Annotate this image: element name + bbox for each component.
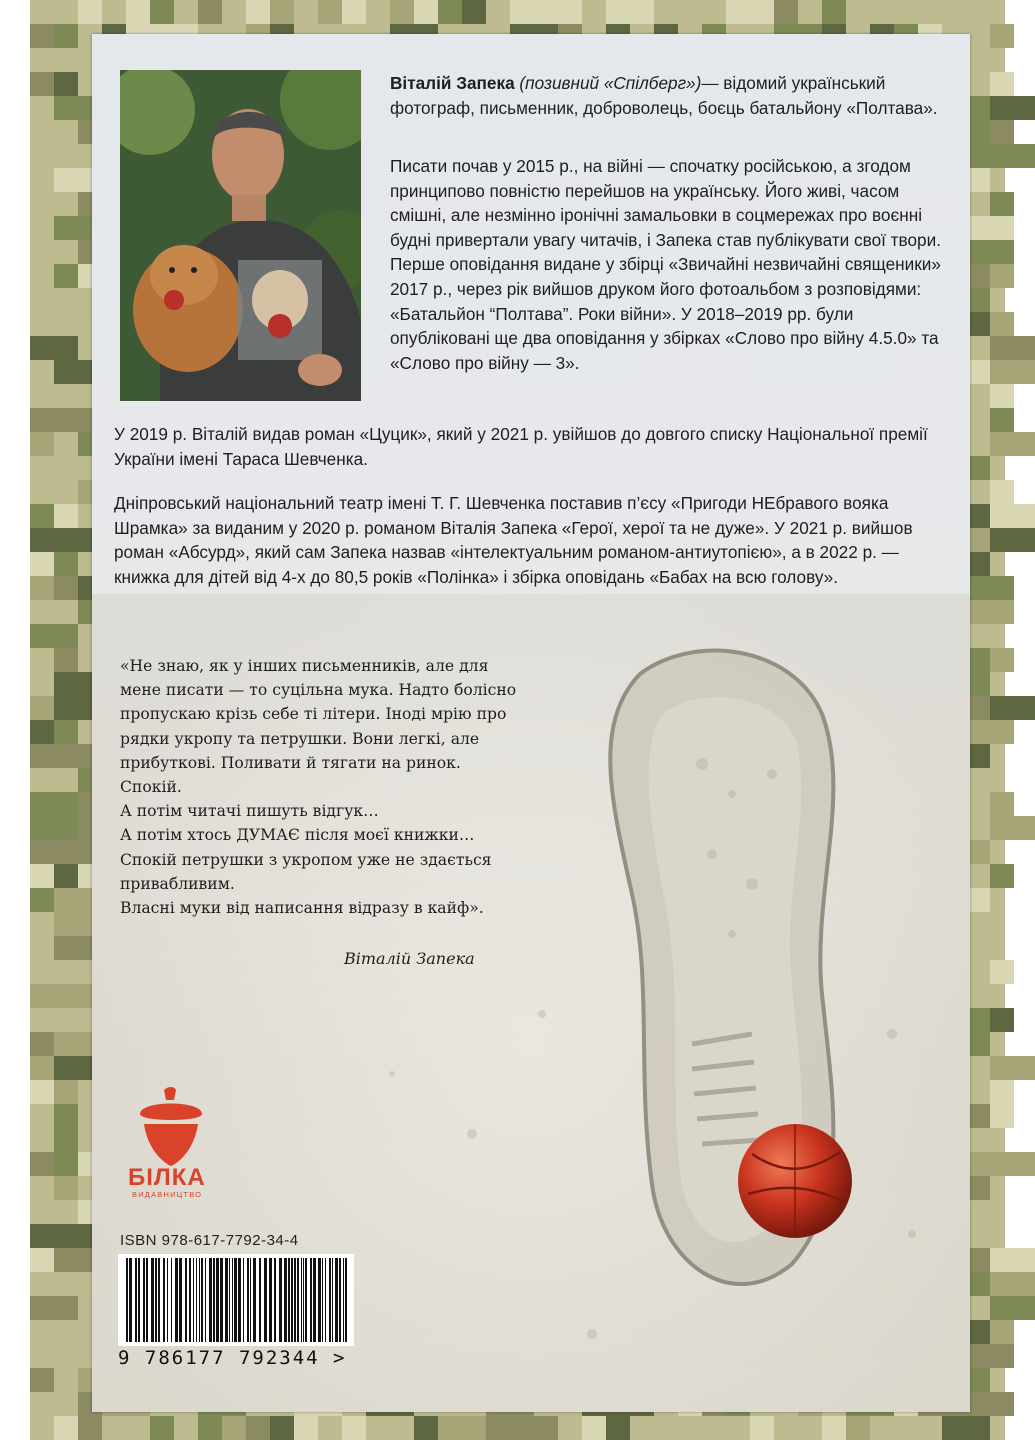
- camo-block: [246, 1416, 270, 1440]
- camo-block: [30, 1248, 54, 1272]
- barcode-bar: [216, 1258, 219, 1342]
- camo-block: [54, 24, 78, 48]
- barcode-bar: [345, 1258, 347, 1342]
- publisher-subtitle: ВИДАВНИЦТВО: [132, 1190, 203, 1199]
- camo-block: [990, 816, 1035, 840]
- camo-block: [54, 1296, 78, 1320]
- camo-block: [222, 1416, 246, 1440]
- quote-line: Спокій.: [120, 778, 182, 797]
- camo-block: [294, 1416, 318, 1440]
- camo-block: [990, 480, 1014, 504]
- bio-intro: [390, 71, 950, 120]
- barcode-bar: [163, 1258, 165, 1342]
- barcode-bar: [279, 1258, 282, 1342]
- barcode-bar: [199, 1258, 200, 1342]
- barcode-bar: [179, 1258, 182, 1342]
- camo-block: [30, 504, 54, 528]
- camo-block: [990, 264, 1014, 288]
- barcode-bar: [305, 1258, 307, 1342]
- camo-block: [198, 1416, 222, 1440]
- quote-line: привабливим.: [120, 874, 235, 893]
- camo-block: [30, 696, 54, 720]
- camo-block: [30, 744, 78, 768]
- back-cover-panel: [92, 34, 970, 1412]
- camo-block: [990, 360, 1035, 384]
- barcode-bar: [232, 1258, 233, 1342]
- camo-block: [54, 1080, 78, 1104]
- barcode-bar: [259, 1258, 261, 1342]
- camo-block: [990, 1104, 1014, 1128]
- barcode-bar: [229, 1258, 230, 1342]
- barcode-bar: [196, 1258, 197, 1342]
- barcode-bar: [213, 1258, 215, 1342]
- camo-block: [54, 504, 78, 528]
- barcode-bar: [243, 1258, 244, 1342]
- camo-block: [54, 1128, 78, 1152]
- camo-block: [390, 0, 414, 24]
- camo-block: [54, 360, 78, 384]
- camo-block: [462, 0, 486, 24]
- camo-block: [30, 528, 78, 552]
- barcode-bar: [318, 1258, 321, 1342]
- barcode-bar: [322, 1258, 323, 1342]
- barcode: [118, 1254, 354, 1346]
- camo-block: [30, 840, 54, 864]
- camo-block: [510, 1416, 558, 1440]
- barcode-bar: [274, 1258, 276, 1342]
- quote-line: Спокій петрушки з укропом уже не здається: [120, 850, 492, 869]
- barcode-bar: [297, 1258, 299, 1342]
- camo-block: [990, 96, 1035, 120]
- quote-line: рядки укропу та петрушки. Вони легкі, але: [120, 729, 480, 748]
- barcode-bar: [135, 1258, 137, 1342]
- camo-block: [30, 72, 54, 96]
- camo-block: [990, 528, 1035, 552]
- barcode-bar: [143, 1258, 145, 1342]
- barcode-bar: [138, 1258, 140, 1342]
- camo-block: [30, 1368, 54, 1392]
- camo-block: [990, 336, 1035, 360]
- barcode-bar: [250, 1258, 251, 1342]
- camo-block: [990, 1152, 1035, 1176]
- camo-block: [54, 1416, 78, 1440]
- author-name: Віталій Запека: [390, 73, 515, 93]
- camo-block: [342, 0, 366, 24]
- camo-block: [30, 792, 54, 816]
- camo-block: [942, 1416, 990, 1440]
- barcode-bar: [201, 1258, 203, 1342]
- camo-block: [966, 576, 1014, 600]
- camo-block: [990, 312, 1014, 336]
- camo-block: [990, 696, 1035, 720]
- barcode-bar: [151, 1258, 154, 1342]
- barcode-bar: [238, 1258, 241, 1342]
- barcode-bar: [175, 1258, 178, 1342]
- camo-block: [414, 0, 438, 24]
- barcode-bar: [269, 1258, 272, 1342]
- author-quote: [120, 654, 600, 920]
- camo-block: [774, 0, 798, 24]
- camo-block: [606, 0, 630, 24]
- barcode-bar: [209, 1258, 212, 1342]
- barcode-bar: [171, 1258, 172, 1342]
- camo-block: [990, 1056, 1035, 1080]
- camo-block: [30, 1152, 54, 1176]
- barcode-bar: [158, 1258, 160, 1342]
- camo-block: [990, 24, 1014, 48]
- barcode-bar: [253, 1258, 256, 1342]
- camo-block: [822, 0, 846, 24]
- camo-block: [54, 648, 78, 672]
- camo-block: [966, 1344, 1014, 1368]
- camo-block: [750, 1416, 774, 1440]
- barcode-bar: [294, 1258, 296, 1342]
- quote-author: Віталій Запека: [344, 949, 475, 968]
- barcode-bar: [247, 1258, 249, 1342]
- camo-block: [990, 1080, 1014, 1104]
- barcode-bar: [325, 1258, 326, 1342]
- camo-block: [30, 624, 78, 648]
- barcode-bar: [332, 1258, 333, 1342]
- camo-block: [726, 0, 750, 24]
- camo-block: [990, 216, 1014, 240]
- camo-block: [966, 1392, 1014, 1416]
- camo-block: [78, 1416, 102, 1440]
- camo-block: [990, 408, 1014, 432]
- bio-intro-text: — відомий український фотограф, письменник, доброволець, боєць батальйону «Полтава».: [390, 73, 938, 118]
- camo-block: [198, 0, 222, 24]
- barcode-bar: [291, 1258, 293, 1342]
- barcode-digits: 9 786177 792344 >: [118, 1347, 347, 1369]
- bio-paragraph-3: У 2019 р. Віталій видав роман «Цуцик», який у 2021 р. увійшов до довгого списку Національної премії України імені Тараса Шевченка.: [114, 424, 928, 469]
- quote-line: А потім читачі пишуть відгук…: [120, 802, 379, 821]
- camo-block: [150, 0, 174, 24]
- camo-block: [990, 792, 1014, 816]
- camo-block: [990, 192, 1014, 216]
- camo-block: [30, 984, 78, 1008]
- barcode-bar: [185, 1258, 187, 1342]
- quote-line: Власні муки від написання відразу в кайф».: [120, 899, 484, 918]
- quote-line: прибуткові. Поливати й тягати на ринок.: [120, 753, 461, 772]
- camo-block: [54, 720, 78, 744]
- camo-block: [990, 72, 1014, 96]
- camo-block: [966, 240, 1014, 264]
- barcode-bar: [264, 1258, 267, 1342]
- camo-block: [30, 816, 78, 840]
- camo-block: [78, 0, 102, 24]
- quote-line: «Не знаю, як у інших письменників, але для: [120, 657, 489, 675]
- barcode-bar: [301, 1258, 302, 1342]
- bio-paragraph-4: Дніпровський національний театр імені Т. Г. Шевченка поставив п’єсу «Пригоди НЕбравого вояка Шрамка» за виданим у 2020 р. романом Віталія Запека «Герої, херої та не дуже». У 2021 р. вийшов роман «Абсурд», який сам Запека назвав «інтелектуальним романом-антиутопією», а в 2022 р. — книжка для дітей від 4-х до 80,5 років «Полінка» і збірка оповідань «Бабах на всю голову».: [114, 493, 913, 587]
- barcode-bar: [329, 1258, 331, 1342]
- barcode-bar: [146, 1258, 148, 1342]
- camo-block: [990, 144, 1035, 168]
- camo-block: [846, 1416, 870, 1440]
- camo-block: [630, 0, 654, 24]
- camo-block: [990, 504, 1035, 528]
- camo-block: [318, 0, 342, 24]
- camo-block: [54, 1176, 78, 1200]
- barcode-bar: [225, 1258, 228, 1342]
- barcode-bar: [335, 1258, 338, 1342]
- camo-block: [990, 960, 1014, 984]
- camo-block: [54, 552, 78, 576]
- camo-block: [270, 0, 294, 24]
- camo-block: [990, 648, 1014, 672]
- quote-line: мене писати — то суцільна мука. Надто болісно: [120, 681, 517, 700]
- camo-block: [990, 1320, 1014, 1344]
- camo-block: [54, 336, 78, 360]
- camo-block: [54, 72, 78, 96]
- camo-block: [990, 1248, 1035, 1272]
- camo-block: [990, 384, 1014, 408]
- camo-block: [534, 0, 582, 24]
- barcode-bar: [189, 1258, 191, 1342]
- barcode-bar: [339, 1258, 341, 1342]
- barcode-bar: [310, 1258, 312, 1342]
- camo-block: [30, 720, 54, 744]
- camo-block: [438, 1416, 486, 1440]
- barcode-bar: [288, 1258, 290, 1342]
- camo-block: [990, 432, 1035, 456]
- author-alias: (позивний «Спілберг»): [519, 73, 702, 93]
- barcode-bar: [205, 1258, 206, 1342]
- camo-block: [342, 1416, 366, 1440]
- isbn-label: ISBN 978-617-7792-34-4: [120, 1232, 299, 1249]
- barcode-bar: [129, 1258, 132, 1342]
- barcode-bar: [313, 1258, 316, 1342]
- camo-block: [966, 600, 1014, 624]
- red-ball: [738, 1124, 852, 1238]
- barcode-bar: [220, 1258, 223, 1342]
- barcode-bar: [234, 1258, 237, 1342]
- barcode-bar: [126, 1258, 128, 1342]
- barcode-bar: [155, 1258, 157, 1342]
- camo-block: [990, 1008, 1014, 1032]
- barcode-bar: [343, 1258, 344, 1342]
- camo-block: [966, 720, 1014, 744]
- barcode-bar: [284, 1258, 287, 1342]
- barcode-bar: [303, 1258, 304, 1342]
- camo-block: [606, 1416, 630, 1440]
- barcode-bar: [167, 1258, 168, 1342]
- quote-line: пропускаю крізь себе ті літери. Іноді мрію про: [120, 705, 507, 724]
- camo-block: [438, 0, 462, 24]
- bio-paragraph-2: Писати почав у 2015 р., на війні — спочатку російською, а згодом принципово повністю перейшов на українську. Його живі, часом смішні, але незмінно іронічні замальовки в соцмережах про воєнні будні привертали увагу читачів, і Запека став публікувати свої твори. Перше оповідання видане у збірці «Звичайні незвичайні священики» 2017 р., через рік вийшов друком його фотоальбом з розповідями: «Батальйон “Полтава”. Роки війни». У 2018–2019 рр. були опубліковані ще два оповідання у збірках «Слово про війну 4.5.0» та «Слово про війну — 3».: [390, 156, 941, 373]
- camo-block: [150, 1416, 174, 1440]
- camo-block: [30, 1056, 54, 1080]
- camo-block: [990, 1272, 1035, 1296]
- author-photo: [120, 70, 361, 401]
- camo-block: [30, 1296, 54, 1320]
- camo-block: [990, 864, 1014, 888]
- publisher-name: БІЛКА: [128, 1164, 206, 1191]
- camo-block: [990, 120, 1014, 144]
- quote-line: А потім хтось ДУМАЄ після моєї книжки…: [120, 826, 475, 845]
- barcode-bar: [193, 1258, 194, 1342]
- camo-block: [30, 336, 54, 360]
- camo-block: [30, 24, 54, 48]
- camo-block: [990, 1296, 1035, 1320]
- camo-block: [30, 864, 54, 888]
- camo-block: [54, 1104, 78, 1128]
- camo-block: [30, 432, 54, 456]
